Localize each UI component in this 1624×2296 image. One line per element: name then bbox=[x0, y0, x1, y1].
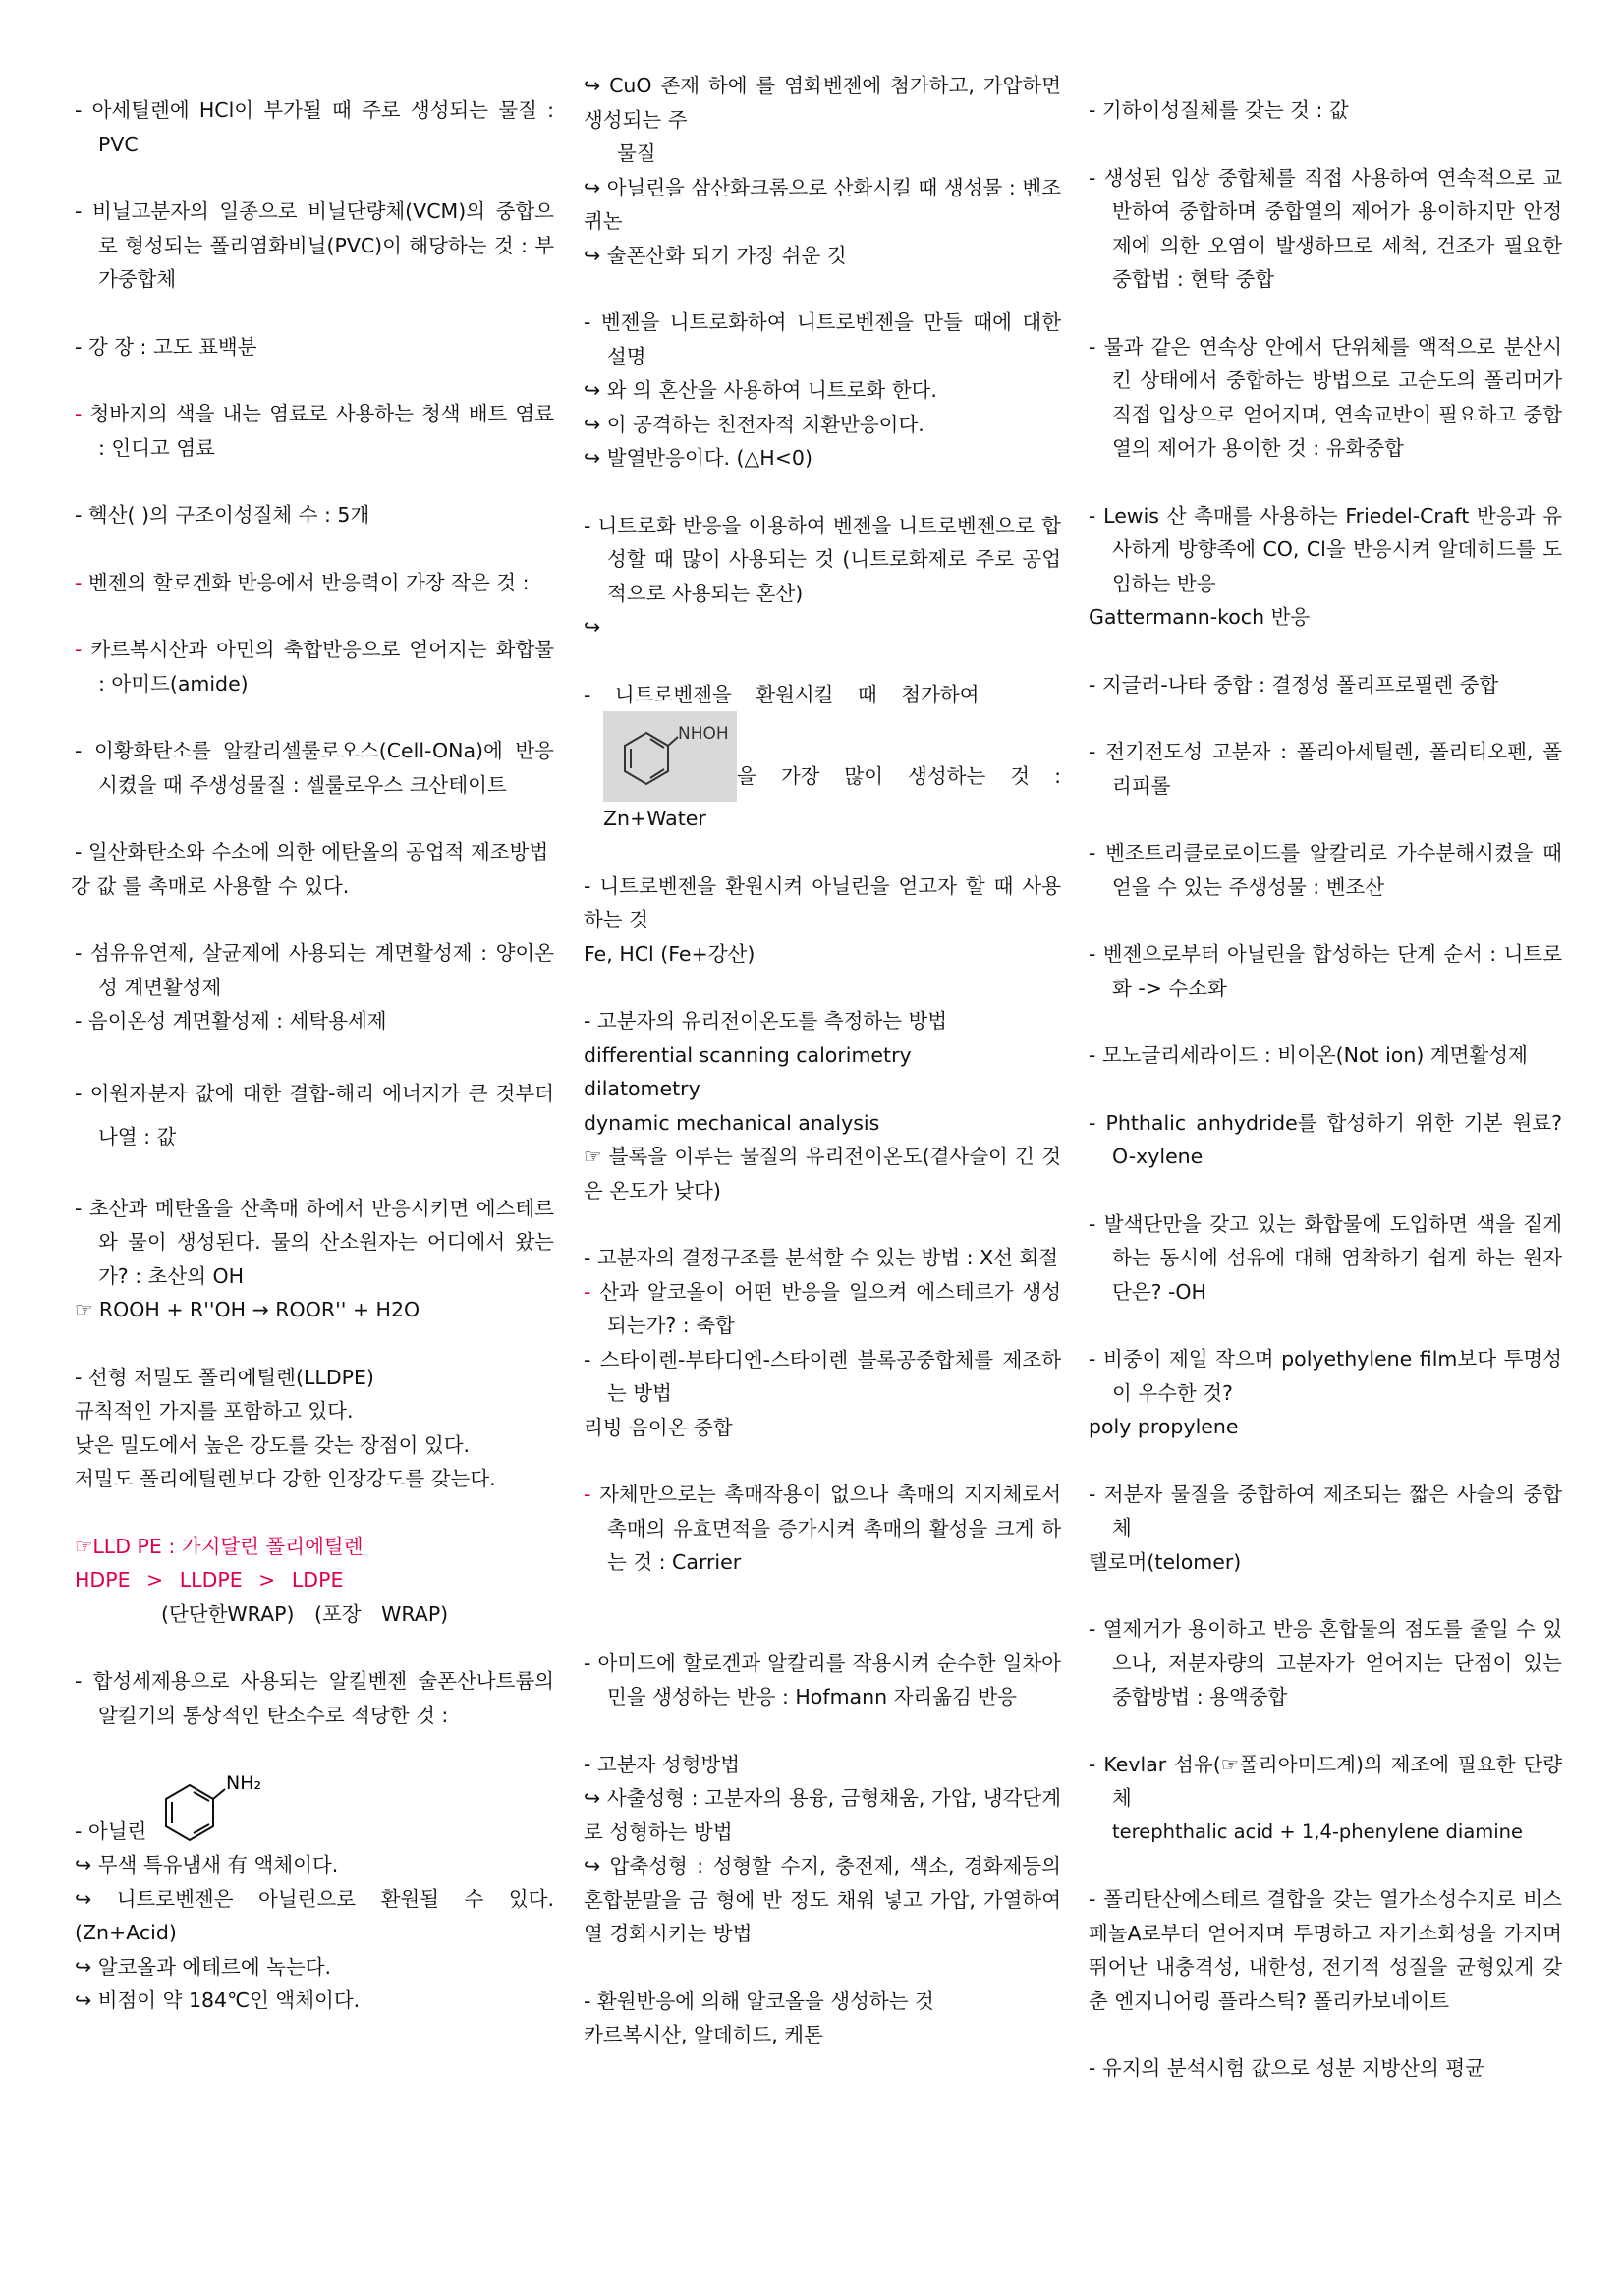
note-block bbox=[584, 1985, 1061, 2052]
note-line: - 강 장 : 고도 표백분 bbox=[75, 334, 257, 359]
note-line: - 모노글리세라이드 : 비이온(Not ion) 계면활성제 bbox=[1089, 1043, 1528, 1067]
note-block bbox=[75, 1072, 554, 1158]
note-line: dilatometry bbox=[584, 1077, 700, 1100]
note-line: - 벤조트리클로로이드를 알칼리로 가수분해시켰을 때 얻을 수 있는 주생성물 : 벤조산 bbox=[1089, 841, 1562, 899]
note-line: - 유지의 분석시험 값으로 성분 지방산의 평균 bbox=[1089, 2056, 1484, 2080]
nh2-label: NH₂ bbox=[226, 1772, 262, 1794]
note-line: - 초산과 메탄올을 산촉매 하에서 반응시키면 에스테르와 물이 생성된다. 물의 산소원자는 어디에서 왔는가? : 초산의 OH bbox=[75, 1196, 554, 1288]
note-block bbox=[584, 1748, 1061, 1951]
note-line: - 합성세제용으로 사용되는 알킬벤젠 술폰산나트륨의 알킬기의 통상적인 탄소수로 적당한 것 : bbox=[75, 1669, 554, 1727]
note-line: ↪ CuO 존재 하에 를 염화벤젠에 첨가하고, 가압하면 생성되는 주 bbox=[584, 74, 1061, 132]
note-line: ↪ 비점이 약 184℃인 액체이다. bbox=[75, 1988, 361, 2012]
note-block bbox=[1089, 1748, 1562, 1850]
note-line: - 환원반응에 의해 알코올을 생성하는 것 bbox=[584, 1988, 934, 2013]
note-block bbox=[584, 69, 1061, 272]
note-line: 저밀도 폴리에틸렌보다 강한 인장강도를 갖는다. bbox=[75, 1467, 496, 1490]
note-block bbox=[584, 1478, 1061, 1580]
note-block bbox=[1089, 1207, 1562, 1310]
note-block bbox=[75, 1192, 554, 1327]
note-block bbox=[1089, 1478, 1562, 1580]
note-line: - 폴리탄산에스테르 결합을 갖는 열가소성수지로 비스페놀A로부터 얻어지며 투명하고 자기소화성을 가지며 뛰어난 내충격성, 내한성, 전기적 성질을 균형있게 갖춘 엔지니어링 플라스틱? 폴리카보네이트 bbox=[1089, 1887, 1562, 2013]
note-line: ↪ 알코올과 에테르에 녹는다. bbox=[75, 1954, 332, 1979]
note-block bbox=[1089, 937, 1562, 1005]
note-block bbox=[1089, 330, 1562, 466]
note-line: ↪ 니트로벤젠은 아닐린으로 환원될 수 있다.(Zn+Acid) bbox=[75, 1886, 554, 1944]
note-line: 낮은 밀도에서 높은 강도를 갖는 장점이 있다. bbox=[75, 1432, 471, 1457]
note-block bbox=[75, 397, 554, 465]
note-line: - 물과 같은 연속상 안에서 단위체를 액적으로 분산시킨 상태에서 중합하는 방법으로 고순도의 폴리머가 직접 입상으로 얻어지며, 연속교반이 필요하고 중합열의 제어가 용이한 것 : 유화중합 bbox=[1089, 334, 1562, 460]
note-line: - 비닐고분자의 일종으로 비닐단량체(VCM)의 중합으로 형성되는 폴리염화비닐(PVC)이 해당하는 것 : 부가중합체 bbox=[75, 199, 554, 291]
note-block bbox=[1089, 668, 1562, 702]
note-line: - 벤젠으로부터 아닐린을 합성하는 단계 순서 : 니트로화 -> 수소화 bbox=[1089, 942, 1562, 1000]
note-line: ☞ ROOH + R''OH → ROOR'' + H2O bbox=[75, 1298, 420, 1321]
note-line: - 고분자 성형방법 bbox=[584, 1752, 741, 1776]
note-line: ☞LLD PE : 가지달린 폴리에틸렌 bbox=[75, 1534, 364, 1558]
note-line: ↪ 압축성형 : 성형할 수지, 충전제, 색소, 경화제등의 혼합분말을 금 형에 반 정도 채워 넣고 가압, 가열하여 열 경화시키는 방법 bbox=[584, 1854, 1061, 1945]
note-line: ↪ bbox=[584, 615, 601, 639]
note-block bbox=[1089, 161, 1562, 297]
note-block bbox=[75, 734, 554, 802]
note-block bbox=[1089, 93, 1562, 128]
note-block bbox=[75, 330, 554, 364]
note-block bbox=[71, 835, 554, 903]
note-block bbox=[75, 1664, 554, 1732]
note-line: 강 값 를 촉매로 사용할 수 있다. bbox=[71, 873, 350, 898]
note-line: - 비중이 제일 작으며 polyethylene film보다 투명성이 우수한 것? bbox=[1089, 1347, 1562, 1405]
note-line: ↪ 술폰산화 되기 가장 쉬운 것 bbox=[584, 243, 847, 267]
aniline-row bbox=[75, 1765, 554, 1848]
note-line: - 음이온성 계면활성제 : 세탁용세제 bbox=[75, 1009, 387, 1033]
note-line: 물질 bbox=[617, 141, 656, 165]
note-block bbox=[75, 93, 554, 161]
note-block bbox=[75, 498, 554, 532]
note-block bbox=[1089, 1612, 1562, 1714]
note-block bbox=[1089, 836, 1562, 904]
note-block bbox=[75, 1765, 554, 2018]
note-line: - 섬유유연제, 살균제에 사용되는 계면활성제 : 양이온성 계면활성제 bbox=[75, 941, 554, 999]
note-block bbox=[584, 869, 1061, 972]
note-line: poly propylene bbox=[1089, 1415, 1239, 1438]
note-line: - 벤젠의 할로겐화 반응에서 반응력이 가장 작은 것 : bbox=[75, 570, 530, 594]
note-line: ↪ 발열반응이다. (△H<0) bbox=[584, 446, 812, 470]
note-block bbox=[75, 195, 554, 297]
note-line: - Lewis 산 촉매를 사용하는 Friedel-Craft 반응과 유사하게 방향족에 CO, Cl을 반응시켜 알데히드를 도입하는 반응 bbox=[1089, 503, 1562, 595]
note-line: ↪ 이 공격하는 친전자적 치환반응이다. bbox=[584, 412, 924, 436]
note-line: - 생성된 입상 중합체를 직접 사용하여 연속적으로 교반하여 중합하며 중합열의 제어가 용이하지만 안정제에 의한 오염이 발생하므로 세척, 건조가 필요한 중합법 : 현탁 중합 bbox=[1089, 165, 1562, 291]
note-line: - 아닐린 bbox=[75, 1819, 147, 1843]
note-line: - 열제거가 용이하고 반응 혼합물의 점도를 줄일 수 있으나, 저분자량의 고분자가 얻어지는 단점이 있는 중합방법 : 용액중합 bbox=[1089, 1617, 1562, 1708]
note-block bbox=[584, 678, 1061, 836]
note-line: - Kevlar 섬유(☞폴리아미드계)의 제조에 필요한 단량체 bbox=[1089, 1752, 1562, 1810]
note-line: - 발색단만을 갖고 있는 화합물에 도입하면 색을 짙게 하는 동시에 섬유에 대해 염착하기 쉽게 하는 원자단은? -OH bbox=[1089, 1211, 1562, 1304]
note-block bbox=[1089, 1342, 1562, 1444]
note-block bbox=[584, 1004, 1061, 1207]
note-line: - 고분자의 유리전이온도를 측정하는 방법 bbox=[584, 1009, 948, 1033]
note-line: - 니트로벤젠을 환원시켜 아닐린을 얻고자 할 때 사용하는 것 bbox=[584, 873, 1061, 931]
note-line: Gattermann-koch 반응 bbox=[1089, 605, 1311, 629]
note-line: - 청바지의 색을 내는 염료로 사용하는 청색 배트 염료 : 인디고 염료 bbox=[75, 402, 554, 460]
note-line: 리빙 음이온 중합 bbox=[584, 1415, 733, 1439]
note-line: - 전기전도성 고분자 : 폴리아세틸렌, 폴리티오펜, 폴리피롤 bbox=[1089, 740, 1562, 798]
note-line: - 카르복시산과 아민의 축합반응으로 얻어지는 화합물 : 아미드(amide) bbox=[75, 638, 554, 696]
note-block bbox=[1089, 2051, 1562, 2086]
note-block bbox=[584, 1647, 1061, 1714]
note-line: 카르복시산, 알데히드, 케톤 bbox=[584, 2023, 823, 2046]
note-line: ☞ 블록을 이루는 물질의 유리전이온도(곁사슬이 긴 것은 온도가 낮다) bbox=[584, 1145, 1061, 1203]
note-line: Fe, HCl (Fe+강산) bbox=[584, 941, 756, 966]
note-line: dynamic mechanical analysis bbox=[584, 1110, 880, 1135]
note-line: HDPE > LLDPE > LDPE bbox=[75, 1568, 344, 1592]
nhoh-label: NHOH bbox=[678, 724, 729, 744]
phenylhydroxylamine-structure-icon bbox=[603, 711, 737, 802]
note-block bbox=[1089, 735, 1562, 803]
note-line: 을 가장 많이 생성하는 것 : bbox=[737, 763, 1061, 788]
note-line: differential scanning calorimetry bbox=[584, 1042, 912, 1067]
note-block bbox=[1089, 1882, 1562, 2018]
note-line: - 니트로벤젠을 환원시킬 때 첨가하여 bbox=[584, 682, 980, 706]
note-line: - 벤젠을 니트로화하여 니트로벤젠을 만들 때에 대한 설명 bbox=[584, 310, 1061, 368]
note-line: - 아세틸렌에 HCl이 부가될 때 주로 생성되는 물질 : PVC bbox=[75, 98, 554, 156]
note-line: 규칙적인 가지를 포함하고 있다. bbox=[75, 1399, 354, 1423]
note-block bbox=[75, 936, 554, 1038]
note-line: - 헥산( )의 구조이성질체 수 : 5개 bbox=[75, 503, 370, 527]
note-line: - 지글러-나타 중합 : 결정성 폴리프로필렌 중합 bbox=[1089, 672, 1499, 697]
note-line: - 자체만으로는 촉매작용이 없으나 촉매의 지지체로서 촉매의 유효면적을 증가시켜 촉매의 활성을 크게 하는 것 : Carrier bbox=[584, 1483, 1061, 1574]
phenylhydroxylamine-row bbox=[584, 711, 1061, 802]
note-line: 텔로머(telomer) bbox=[1089, 1549, 1242, 1574]
note-line: ↪ 무색 특유냄새 有 액체이다. bbox=[75, 1853, 339, 1876]
note-line: terephthalic acid + 1,4-phenylene diamine bbox=[1112, 1820, 1524, 1843]
column-2 bbox=[584, 69, 1061, 2086]
note-line: - 아미드에 할로겐과 알칼리를 작용시켜 순수한 일차아민을 생성하는 반응 : Hofmann 자리옮김 반응 bbox=[584, 1651, 1061, 1708]
note-line: - 이원자분자 값에 대한 결합-해리 에너지가 큰 것부터 나열 : 값 bbox=[75, 1081, 554, 1148]
note-line: - 일산화탄소와 수소에 의한 에탄올의 공업적 제조방법 bbox=[75, 840, 549, 864]
aniline-structure-icon bbox=[150, 1765, 268, 1854]
note-line: - Phthalic anhydride를 합성하기 위한 기본 원료? O-xylene bbox=[1089, 1110, 1562, 1168]
note-line: ↪ 와 의 혼산을 사용하여 니트로화 한다. bbox=[584, 378, 937, 402]
note-block bbox=[75, 1530, 554, 1632]
note-block bbox=[1089, 1038, 1562, 1073]
column-1 bbox=[71, 93, 554, 2051]
note-line: Zn+Water bbox=[603, 807, 706, 830]
note-line: - 스타이렌-부타디엔-스타이렌 블록공중합체를 제조하는 방법 bbox=[584, 1347, 1061, 1405]
note-block bbox=[584, 509, 1061, 644]
note-block bbox=[75, 633, 554, 700]
note-line: - 고분자의 결정구조를 분석할 수 있는 방법 : X선 회절 bbox=[584, 1246, 1059, 1269]
note-line: ↪ 사출성형 : 고분자의 용융, 금형채움, 가압, 냉각단계로 성형하는 방법 bbox=[584, 1786, 1061, 1844]
note-block bbox=[1089, 1106, 1562, 1174]
note-line: (단단한WRAP) (포장 WRAP) bbox=[161, 1601, 449, 1626]
note-block bbox=[584, 306, 1061, 476]
note-block bbox=[1089, 499, 1562, 635]
note-block bbox=[75, 566, 554, 600]
note-block bbox=[75, 1361, 554, 1496]
note-line: - 선형 저밀도 폴리에틸렌(LLDPE) bbox=[75, 1365, 374, 1389]
note-line: - 산과 알코올이 어떤 반응을 일으켜 에스테르가 생성되는가? : 축합 bbox=[584, 1279, 1061, 1337]
note-line: - 이황화탄소를 알칼리셀룰로오스(Cell-ONa)에 반응시켰을 때 주생성물질 : 셀룰로우스 크산테이트 bbox=[75, 739, 554, 797]
note-line: ↪ 아닐린을 삼산화크롬으로 산화시킬 때 생성물 : 벤조퀴논 bbox=[584, 175, 1061, 233]
note-block bbox=[584, 1241, 1061, 1444]
note-line: - 저분자 물질을 중합하여 제조되는 짧은 사슬의 중합체 bbox=[1089, 1482, 1562, 1540]
note-line: - 니트로화 반응을 이용하여 벤젠을 니트로벤젠으로 합성할 때 많이 사용되는 것 (니트로화제로 주로 공업적으로 사용되는 혼산) bbox=[584, 513, 1061, 605]
note-line: - 기하이성질체를 갖는 것 : 값 bbox=[1089, 98, 1349, 122]
column-3 bbox=[1089, 93, 1562, 2119]
